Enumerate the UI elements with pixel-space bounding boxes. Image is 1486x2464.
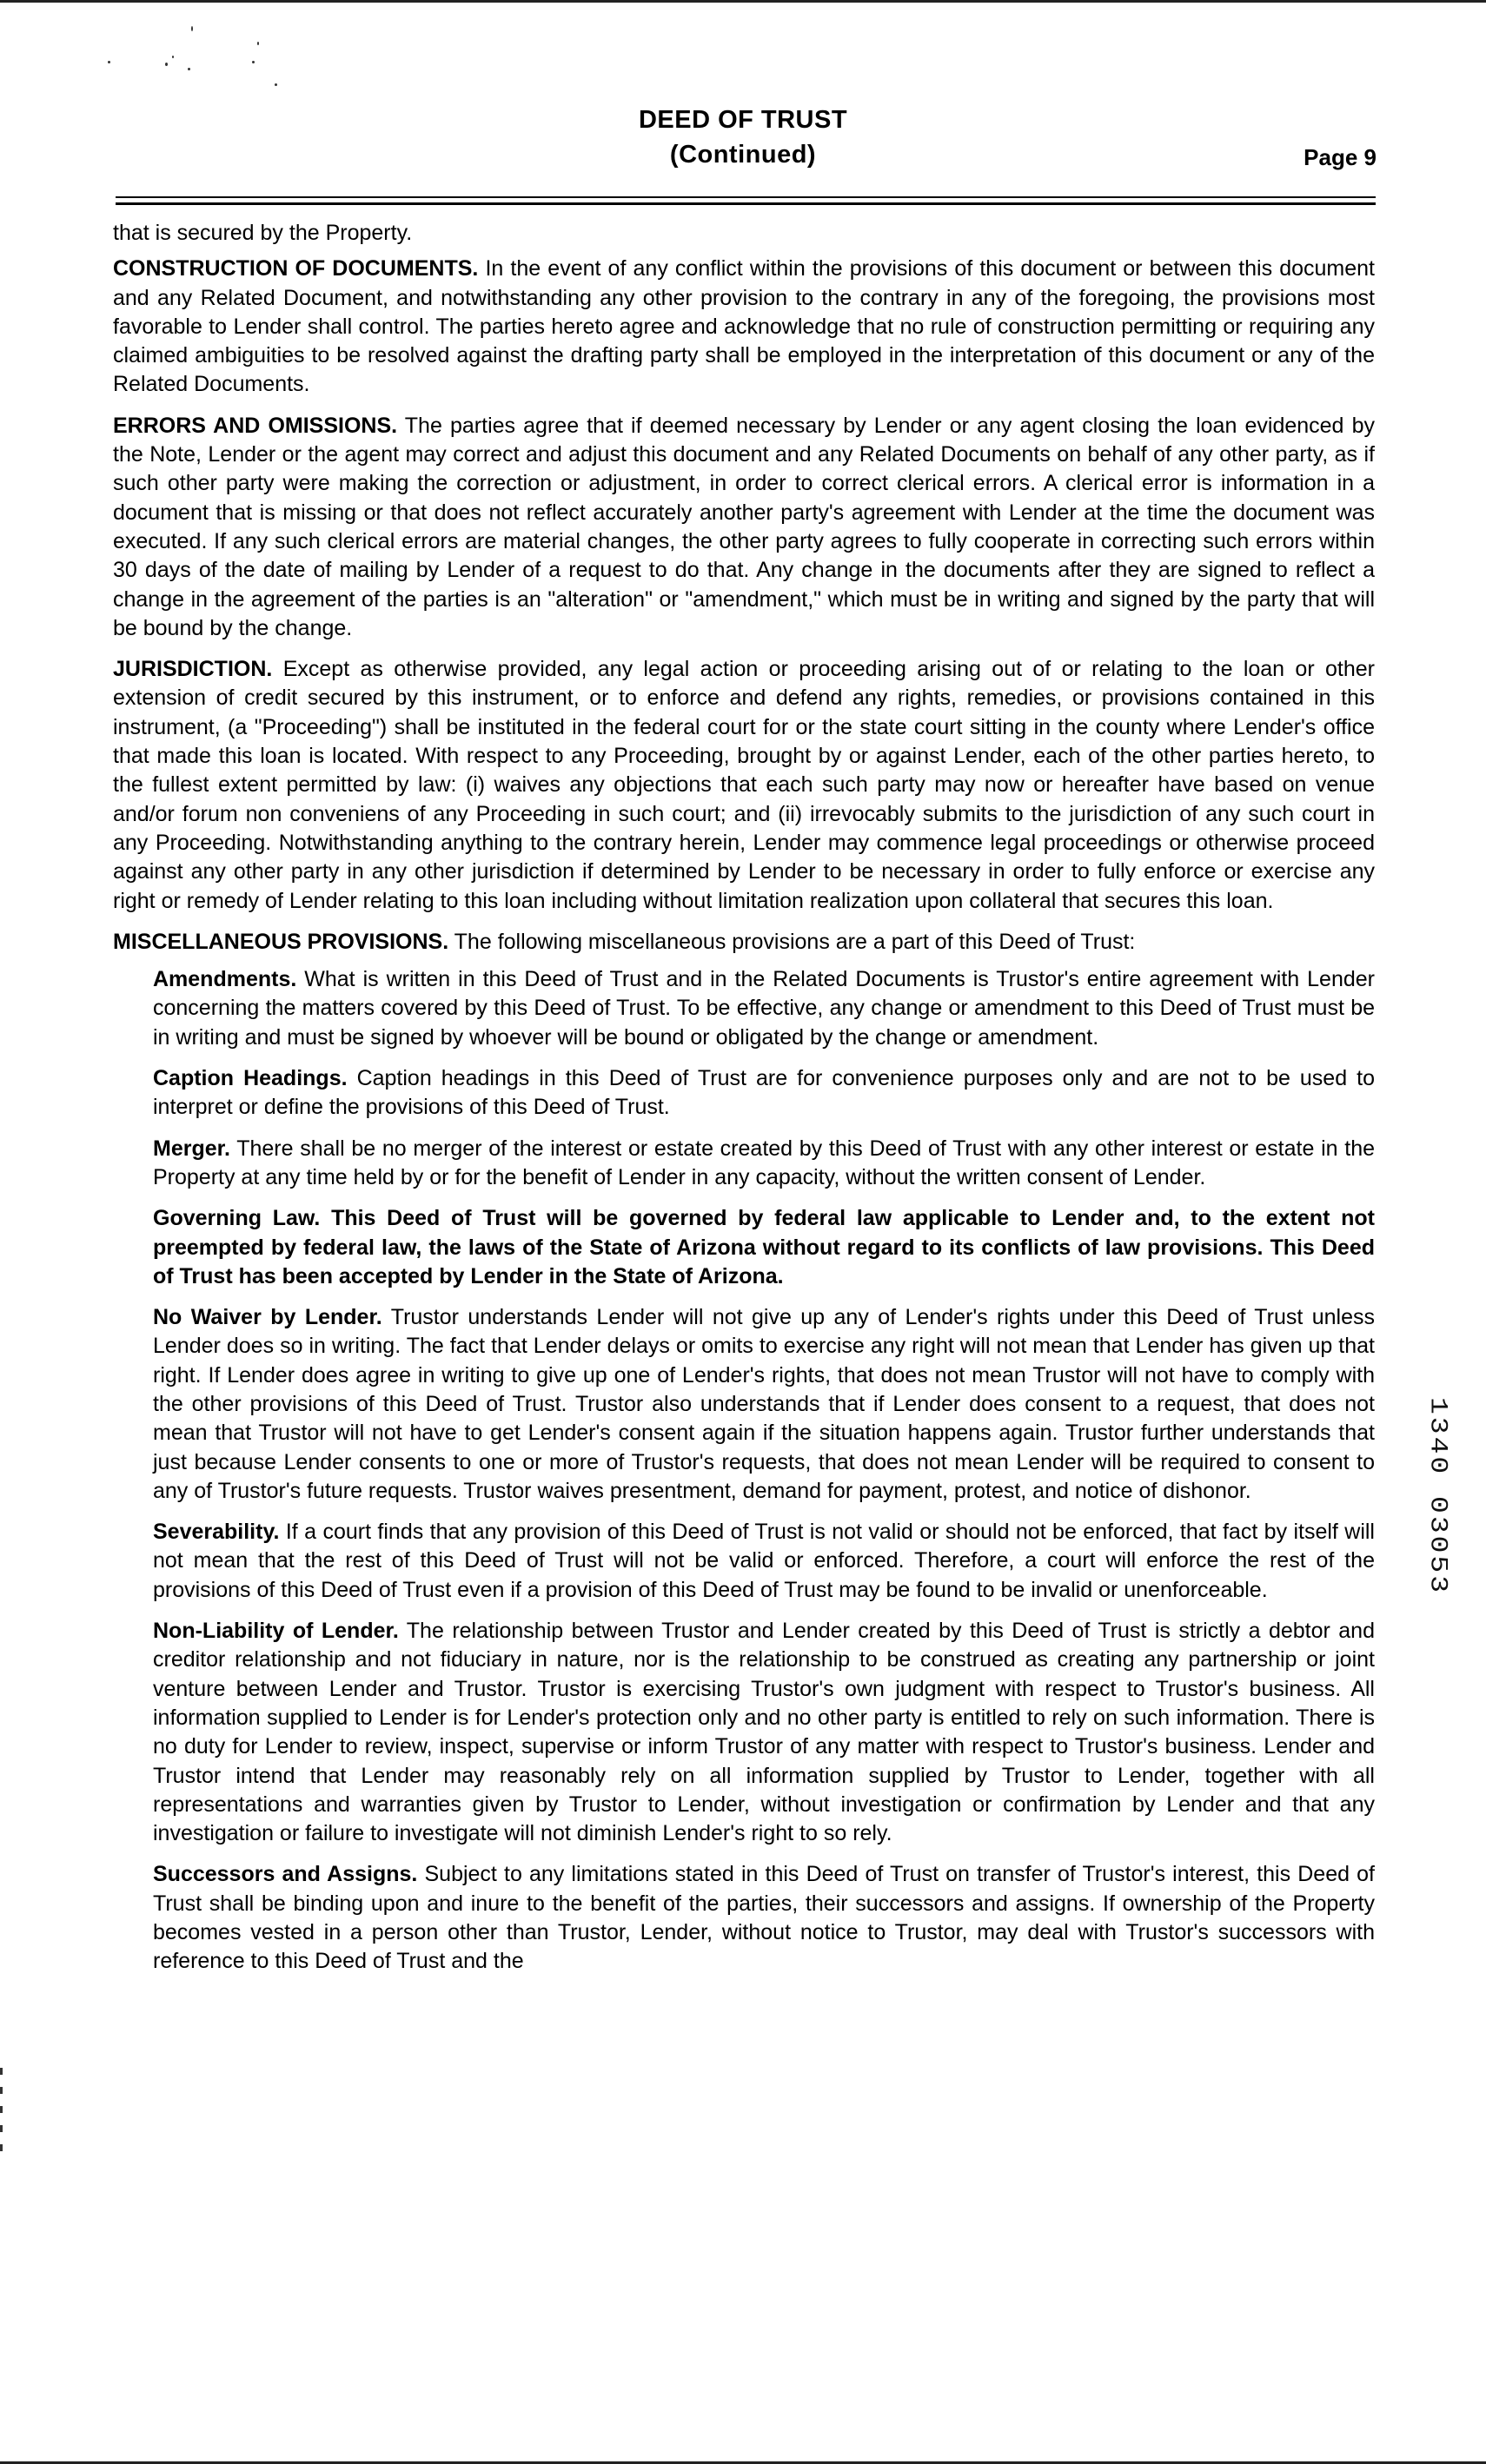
intro-paragraph: that is secured by the Property. (113, 221, 413, 245)
recording-number: 1340 03053 (1423, 1397, 1452, 1596)
subsection-text: The relationship between Trustor and Lender created by this Deed of Trust is strictly a debtor and creditor relationship and not fiduciary in nature, nor is the relationship to be construed as creating any partnership or joint venture between Lender and Trustor. Trustor is exercising Trustor's own judgment with respect to Trustor's business. All information supplied to Lender is for Lender's protection only and no other party is entitled to rely on such information. There is no duty for Lender to review, inspect, supervise or inform Trustor of any matter with respect to Trustor's business. Lender and Trustor intend that Lender may reasonably rely on all information supplied by Trustor to Lender, together with all representations and warranties given by Trustor to Lender, without investigation or confirmation by Lender and that any investigation or failure to investigate will not diminish Lender's right to so rely. (153, 1619, 1375, 1846)
subsection-text: What is written in this Deed of Trust and in the Related Documents is Trustor's entire agreement with Lender concerning the matters covered by this Deed of Trust. To be effective, any change or amendment to this Deed of Trust must be in writing and must be signed by whoever will be bound or obligated by the change or amendment. (153, 967, 1375, 1050)
subsection-merger (153, 1135, 1375, 1193)
subsection-heading: Severability. (153, 1520, 280, 1545)
subsection-heading: Non-Liability of Lender. (153, 1619, 399, 1644)
subsection-text: Subject to any limitations stated in this Deed of Trust on transfer of Trustor's interest, this Deed of Trust shall be binding upon and inure to the benefit of the parties, their successors and assigns. If ownership of the Property becomes vested in a person other than Trustor, Lender, without notice to Trustor, may deal with Trustor's successors with reference to this Deed of Trust and the (153, 1862, 1375, 1974)
section-heading: CONSTRUCTION OF DOCUMENTS. (113, 256, 479, 282)
subsection-amendments (153, 965, 1375, 1052)
document-subtitle: (Continued) (669, 141, 817, 169)
section-jurisdiction (113, 655, 1375, 916)
section-construction (113, 255, 1375, 399)
subsection-heading: Successors and Assigns. (153, 1862, 418, 1887)
subsection-text: If a court finds that any provision of this Deed of Trust is not valid or should not be enforced, that fact by itself will not mean that the rest of this Deed of Trust will not be valid or enforced. Therefore, a court will enforce the rest of the provisions of this Deed of Trust even if a provision of this Deed of Trust may be found to be invalid or unenforceable. (153, 1520, 1375, 1602)
section-text: The parties agree that if deemed necessary by Lender or any agent closing the loan evidenced by the Note, Lender or the agent may correct and adjust this document and any Related Documents on behalf of any other party, as if such other party were making the correction or adjustment, in order to correct clerical errors. A clerical error is information in a document that is missing or that does not reflect accurately another party's agreement with Lender at the time the document was executed. If any such clerical errors are material changes, the other party agrees to fully cooperate in correcting such errors within 30 days of the date of mailing by Lender of a request to do that. Any change in the documents after they are signed to reflect a change in the agreement of the parties is an "alteration" or "amendment," which must be in writing and signed by the party that will be bound by the change. (113, 413, 1375, 640)
page-top-edge (0, 0, 1486, 3)
scan-specks (104, 26, 295, 96)
document-title: DEED OF TRUST (638, 106, 848, 134)
document-body (113, 219, 1375, 1989)
section-errors (113, 412, 1375, 643)
subsection-heading: No Waiver by Lender. (153, 1305, 382, 1330)
subsection-severability (153, 1518, 1375, 1605)
section-misc (113, 928, 1375, 957)
subsection-text: This Deed of Trust will be governed by federal law applicable to Lender and, to the extent not preempted by federal law, the laws of the State of Arizona without regard to its conflicts of law provisions. This Deed of Trust has been accepted by Lender in the State of Arizona. (153, 1206, 1375, 1288)
section-heading: ERRORS AND OMISSIONS. (113, 413, 398, 438)
subsection-text: There shall be no merger of the interest or estate created by this Deed of Trust with any other interest or estate in the Property at any time held by or for the benefit of Lender in any capacity, without the written consent of Lender. (153, 1136, 1375, 1189)
subsection-text: Trustor understands Lender will not give up any of Lender's rights under this Deed of Trust unless Lender does so in writing. The fact that Lender delays or omits to exercise any right will not mean that Lender has given up that right. If Lender does agree in writing to give up one of Lender's rights, that does not mean Trustor will not have to comply with the other provisions of this Deed of Trust. Trustor also understands that if Lender does consent to a request, that does not mean that Trustor will not have to get Lender's consent again if the situation happens again. Trustor further understands that just because Lender consents to one or more of Trustor's requests, that does not mean Lender will be required to consent to any of Trustor's future requests. Trustor waives presentment, demand for payment, protest, and notice of dishonor. (153, 1305, 1376, 1503)
subsection-heading: Governing Law. (153, 1206, 321, 1231)
header-rule-thin (116, 196, 1376, 198)
section-heading: MISCELLANEOUS PROVISIONS. (113, 929, 449, 954)
section-text: In the event of any conflict within the provisions of this document or between this document and any Related Document, and notwithstanding any other provision to the contrary in any of the foregoing, the provisions most favorable to Lender shall control. The parties hereto agree and acknowledge that no rule of construction permitting or requiring any claimed ambiguities to be resolved against the drafting party shall be employed in the interpretation of this document or any of the Related Documents. (113, 256, 1376, 397)
subsection-successors (153, 1860, 1375, 1976)
scan-edge-marks (0, 2068, 3, 2189)
subsection-heading: Merger. (153, 1136, 230, 1161)
page-number: Page 9 (1304, 144, 1377, 170)
section-text: The following miscellaneous provisions are a part of this Deed of Trust: (448, 929, 1136, 954)
section-heading: JURISDICTION. (113, 657, 273, 682)
subsection-governing-law (153, 1204, 1375, 1291)
subsection-heading: Caption Headings. (153, 1066, 348, 1091)
subsection-heading: Amendments. (153, 967, 297, 992)
subsection-non-liability (153, 1617, 1375, 1848)
subsection-text: Caption headings in this Deed of Trust are for convenience purposes only and are not to be used to interpret or define the provisions of this Deed of Trust. (153, 1066, 1375, 1120)
subsection-caption-headings (153, 1064, 1375, 1123)
header-rule-thick (116, 202, 1376, 205)
subsection-no-waiver (153, 1303, 1375, 1506)
section-text: Except as otherwise provided, any legal action or proceeding arising out of or relating to the loan or other extension of credit secured by this instrument, or to enforce and defend any rights, remedies, or provisions contained in this instrument, (a "Proceeding") shall be instituted in the federal court for or the state court sitting in the county where Lender's office that made this loan is located. With respect to any Proceeding, brought by or against Lender, each of the other parties hereto, to the fullest extent permitted by law: (i) waives any objections that each such party may now or hereafter have based on venue and/or forum non conveniens of any Proceeding in such court; and (ii) irrevocably submits to the jurisdiction of any such court in any Proceeding. Notwithstanding anything to the contrary herein, Lender may commence legal proceedings or otherwise proceed against any other party in any other jurisdiction if determined by Lender to be necessary in order to fully enforce or exercise any right or remedy of Lender relating to this loan including without limitation realization upon collateral that secures this loan. (113, 657, 1375, 913)
